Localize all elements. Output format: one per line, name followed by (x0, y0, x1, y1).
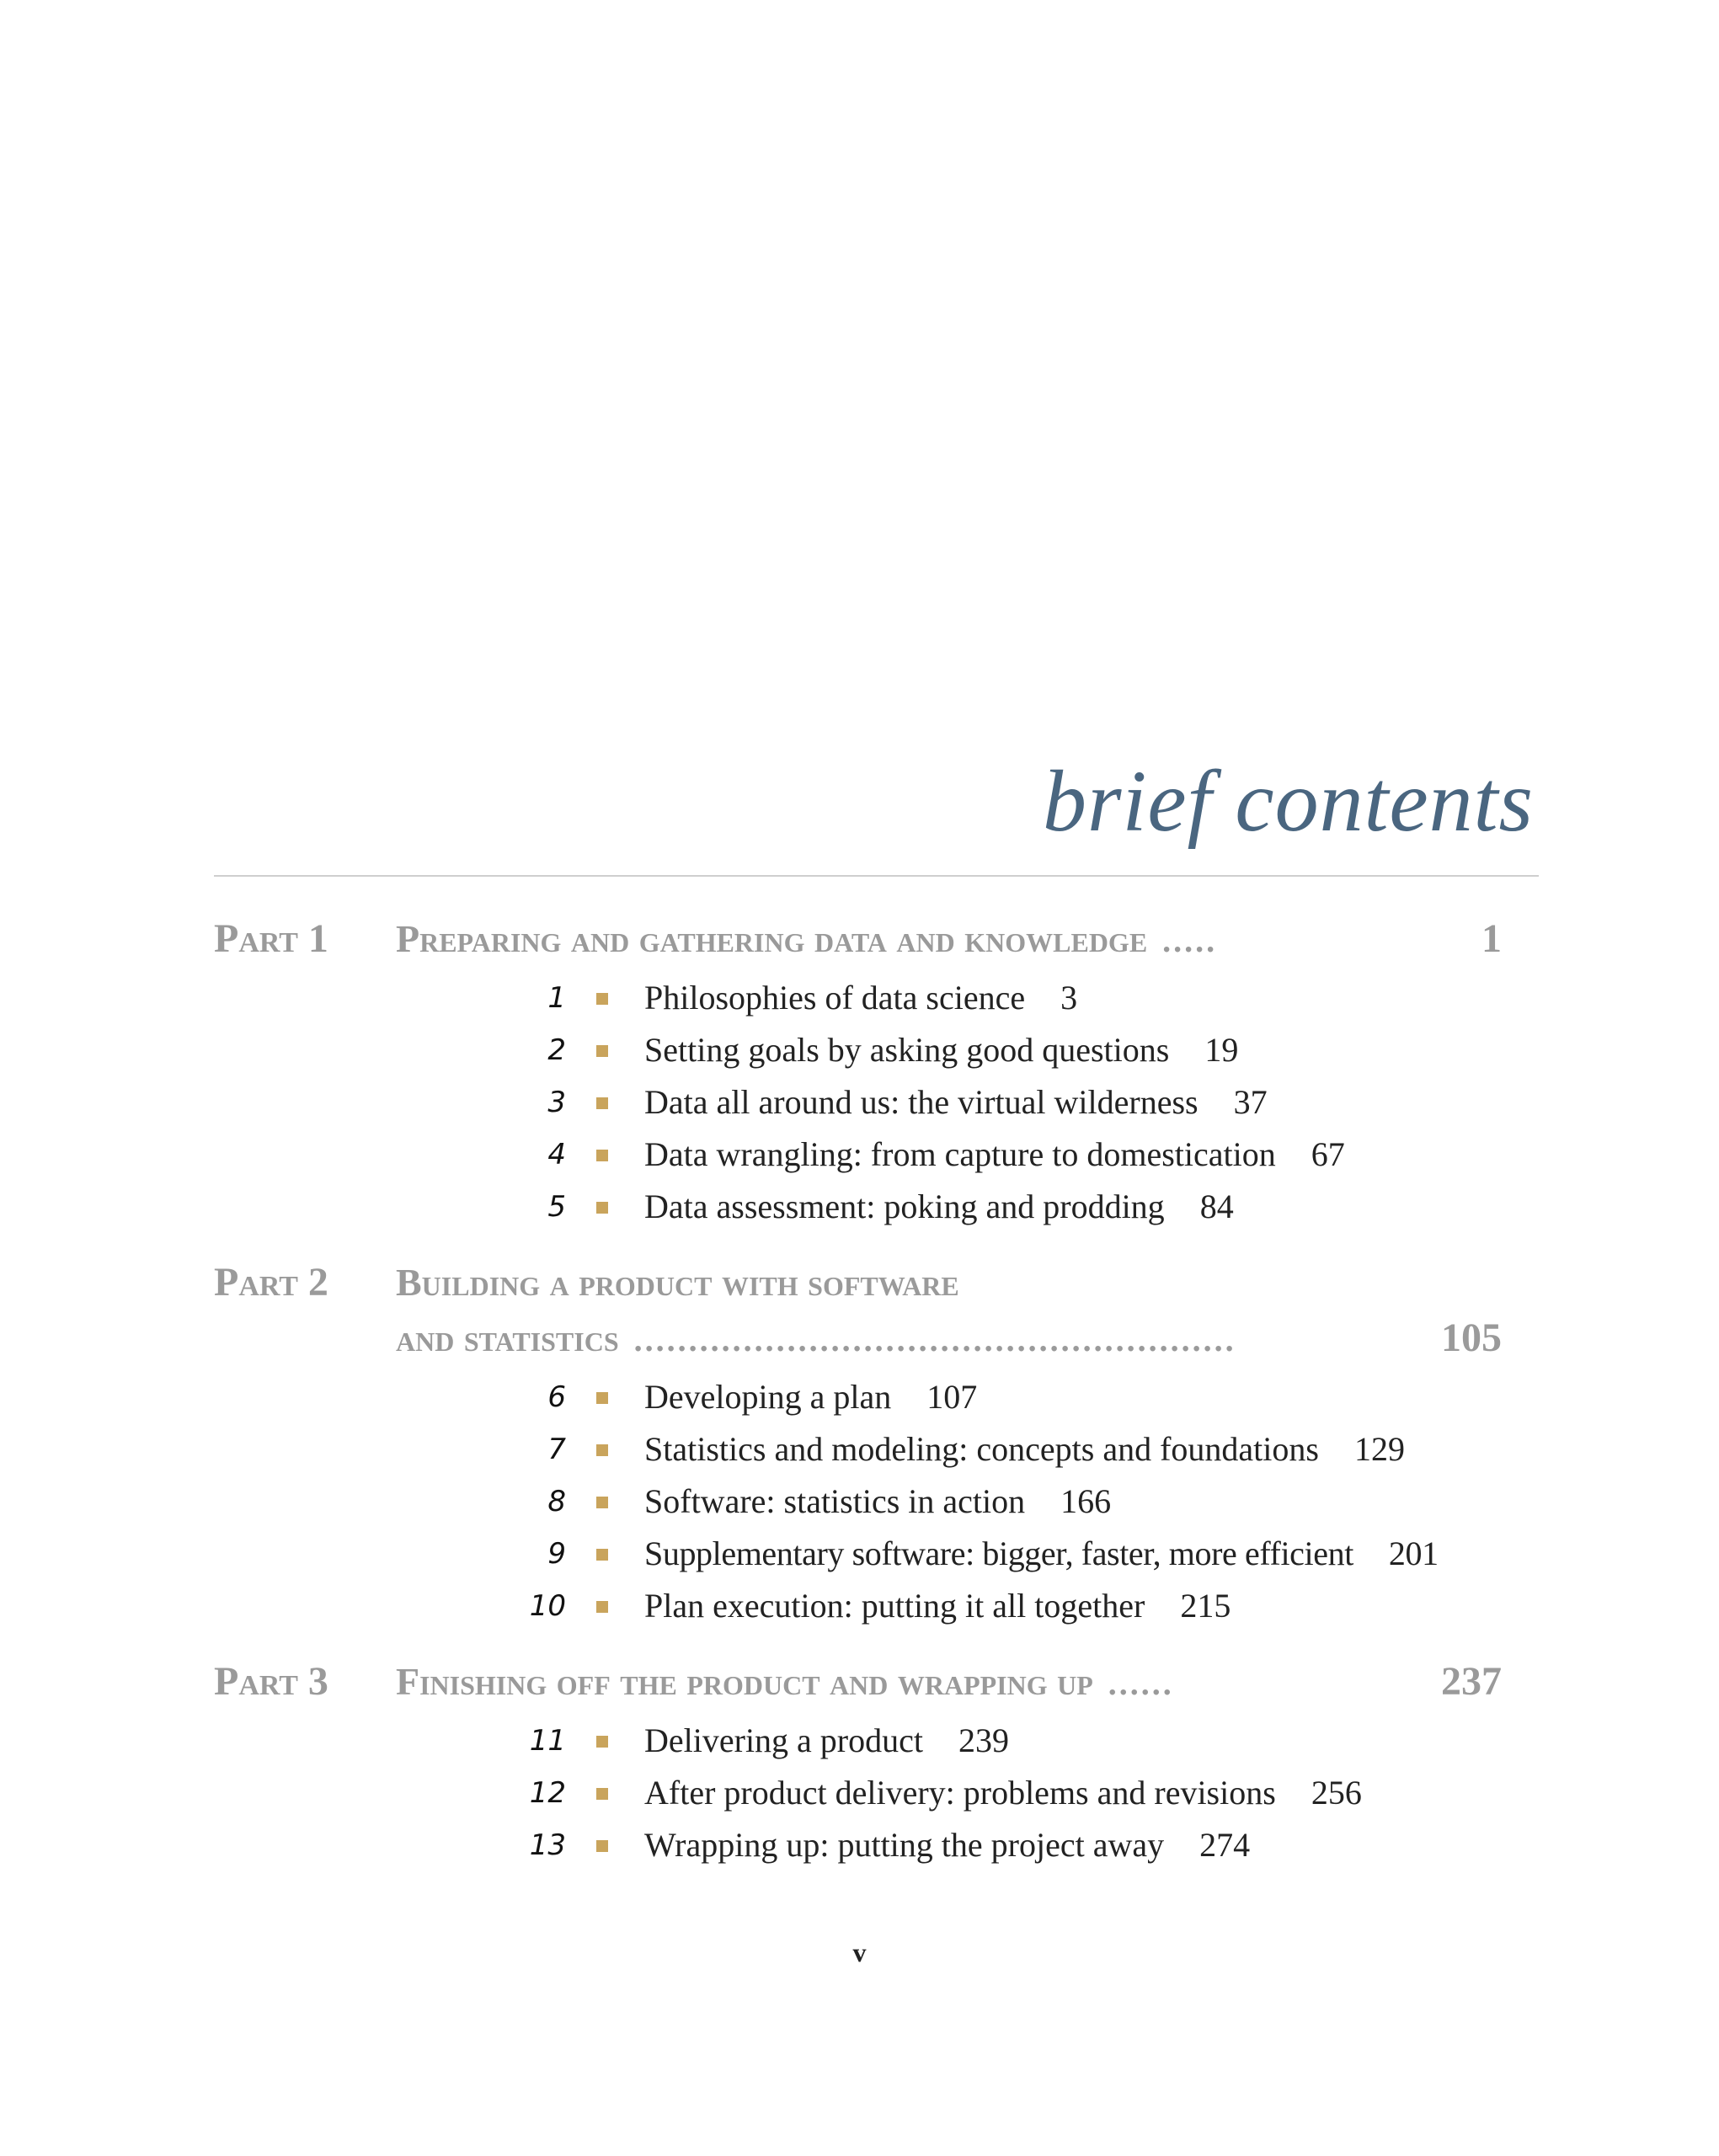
chapter-title: Philosophies of data science (644, 979, 1026, 1017)
chapter-number: 10 (529, 1589, 566, 1623)
chapter-number: 2 (547, 1033, 566, 1067)
leader-dots: ....................................................... (633, 1321, 1236, 1358)
chapter-page-number: 67 (1311, 1135, 1345, 1173)
chapter-page-number: 215 (1180, 1587, 1231, 1625)
chapter-title: Wrapping up: putting the project away (644, 1826, 1165, 1864)
chapter-page-number: 37 (1233, 1083, 1268, 1121)
part-title-line (396, 1654, 1502, 1711)
square-bullet-icon (596, 1444, 608, 1456)
chapter-title: Data assessment: poking and prodding (644, 1187, 1165, 1225)
part-label: Part 1 (214, 916, 328, 961)
part-title: Finishing off the product and wrapping up (396, 1660, 1093, 1703)
square-bullet-icon (596, 1045, 608, 1057)
square-bullet-icon (596, 1840, 608, 1852)
square-bullet-icon (596, 993, 608, 1005)
part-page-number: 105 (1441, 1315, 1502, 1360)
chapter-number: 6 (547, 1380, 566, 1414)
chapter-number: 7 (547, 1433, 566, 1466)
chapter-title-group (644, 1181, 1234, 1233)
chapter-page-number: 107 (926, 1378, 978, 1416)
chapter-title-group (644, 1580, 1231, 1632)
chapter-title: Setting goals by asking good questions (644, 1031, 1170, 1069)
chapter-title: Developing a plan (644, 1378, 892, 1416)
part-label: Part 2 (214, 1260, 328, 1305)
chapter-number: 12 (529, 1776, 566, 1810)
chapter-number: 3 (547, 1086, 566, 1119)
page-title: brief contents (1042, 753, 1534, 850)
chapter-title-group (644, 1371, 977, 1423)
title-divider (214, 875, 1539, 877)
part-page-number: 1 (1481, 916, 1502, 961)
part-label: Part 3 (214, 1659, 328, 1704)
part-title-line (396, 911, 1502, 969)
chapter-title-group (644, 1076, 1268, 1129)
chapter-title: Software: statistics in action (644, 1482, 1026, 1520)
chapter-title-group (644, 1767, 1362, 1819)
chapter-page-number: 274 (1199, 1826, 1251, 1864)
chapter-title-group (644, 1423, 1405, 1476)
part-title: Building a product with software (396, 1261, 959, 1304)
chapter-number: 4 (547, 1138, 566, 1171)
chapter-number: 11 (529, 1724, 566, 1758)
chapter-page-number: 166 (1060, 1482, 1112, 1520)
chapter-page-number: 129 (1353, 1430, 1405, 1468)
part-heading (214, 911, 1502, 967)
chapter-title: Data wrangling: from capture to domestication (644, 1135, 1276, 1173)
chapter-title-group (644, 1129, 1345, 1181)
chapter-number: 1 (547, 981, 566, 1015)
chapter-title: Data all around us: the virtual wilderness (644, 1083, 1198, 1121)
chapter-page-number: 84 (1199, 1187, 1234, 1225)
leader-dots: ...... (1108, 1664, 1174, 1702)
chapter-number: 5 (547, 1190, 566, 1224)
part-title-continued: and statistics (396, 1316, 619, 1359)
square-bullet-icon (596, 1150, 608, 1161)
square-bullet-icon (596, 1549, 608, 1561)
chapter-title-group (644, 1024, 1238, 1076)
square-bullet-icon (596, 1497, 608, 1508)
chapter-title: Delivering a product (644, 1721, 923, 1759)
square-bullet-icon (596, 1736, 608, 1748)
chapter-title-group (644, 1819, 1250, 1871)
chapter-title: Statistics and modeling: concepts and foundations (644, 1430, 1319, 1468)
part-page-number: 237 (1441, 1659, 1502, 1704)
chapter-title-group (644, 1528, 1439, 1580)
chapter-page-number: 256 (1311, 1774, 1362, 1812)
chapter-page-number: 201 (1388, 1534, 1439, 1572)
chapter-title: After product delivery: problems and revisions (644, 1774, 1276, 1812)
square-bullet-icon (596, 1202, 608, 1214)
square-bullet-icon (596, 1097, 608, 1109)
square-bullet-icon (596, 1392, 608, 1404)
chapter-title: Plan execution: putting it all together (644, 1587, 1145, 1625)
page-folio: v (852, 1937, 867, 1967)
chapter-page-number: 239 (958, 1721, 1009, 1759)
chapter-number: 9 (547, 1537, 566, 1571)
chapter-title: Supplementary software: bigger, faster, more efficient (644, 1534, 1353, 1572)
part-heading (214, 1654, 1502, 1710)
chapter-title-group (644, 1715, 1009, 1767)
leader-dots: ..... (1162, 921, 1218, 959)
square-bullet-icon (596, 1601, 608, 1613)
square-bullet-icon (596, 1788, 608, 1800)
chapter-title-group (644, 972, 1077, 1024)
chapter-page-number: 3 (1060, 979, 1078, 1017)
chapter-page-number: 19 (1204, 1031, 1239, 1069)
part-heading (214, 1255, 1502, 1366)
chapter-number: 13 (529, 1828, 566, 1862)
part-title: Preparing and gathering data and knowledge (396, 917, 1148, 960)
part-title-line (396, 1255, 1502, 1310)
chapter-title-group (644, 1476, 1111, 1528)
part-title-line (396, 1310, 1502, 1368)
chapter-number: 8 (547, 1485, 566, 1518)
